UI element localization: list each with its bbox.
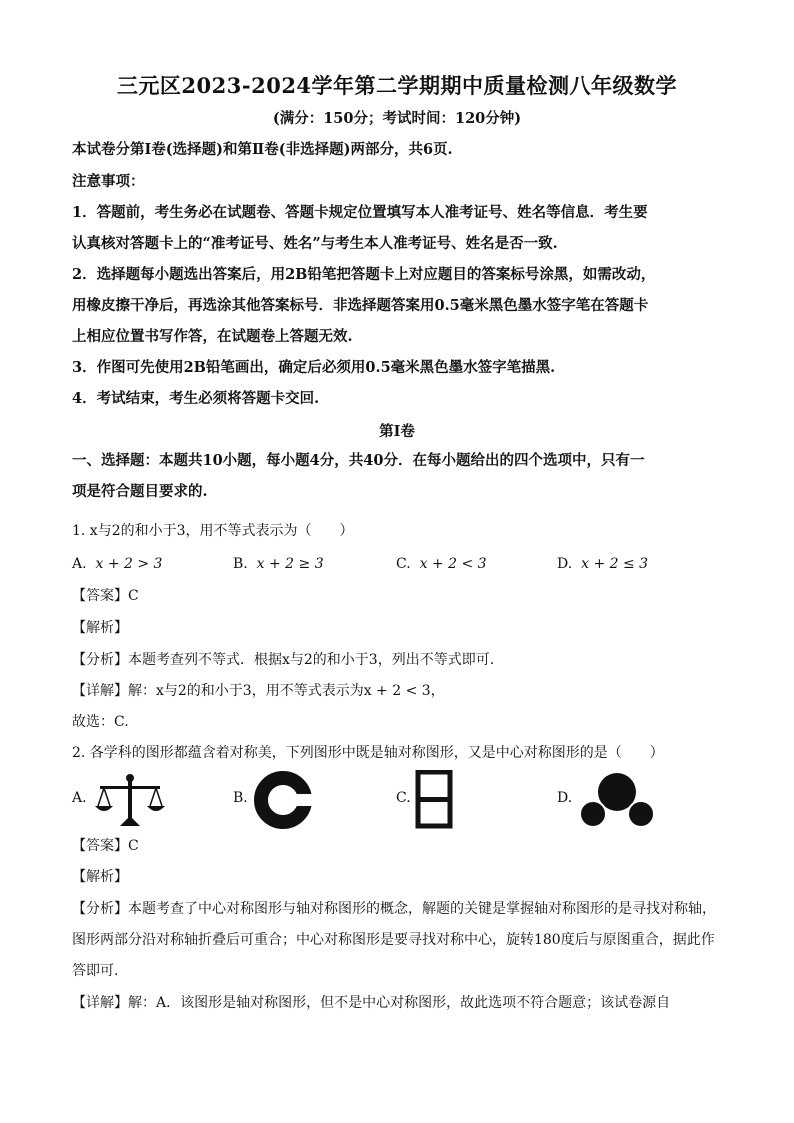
- option-label: A.: [72, 790, 87, 806]
- question-1-stem: 1. x与2的和小于3，用不等式表示为（ ）: [72, 523, 354, 539]
- q1-fenxi: 【分析】本题考查列不等式．根据x与2的和小于3，列出不等式即可.: [72, 652, 495, 668]
- option-expr: x + 2 ≥ 3: [256, 556, 324, 572]
- intro-text: 本试卷分第Ⅰ卷(选择题)和第Ⅱ卷(非选择题)两部分，共6页.: [72, 141, 453, 158]
- option-expr: x + 2 > 3: [95, 556, 163, 572]
- section-title: 第Ⅰ卷: [379, 423, 415, 440]
- notice-line: 1．答题前，考生务必在试题卷、答题卡规定位置填写本人准考证号、姓名等信息．考生要: [72, 204, 648, 221]
- notice-heading: 注意事项：: [72, 173, 145, 190]
- q2-option-a: [72, 770, 172, 830]
- c-ring-icon: [251, 770, 315, 830]
- exam-subtitle: (满分：150分；考试时间：120分钟): [272, 110, 522, 127]
- option-label: D.: [557, 790, 573, 806]
- part1-instruction: 项是符合题目要求的.: [72, 483, 208, 500]
- q1-option-d: [557, 556, 648, 572]
- q2-option-c: [396, 770, 496, 830]
- q2-answer: 【答案】C: [72, 838, 139, 854]
- q1-conclusion: 故选：C.: [72, 714, 129, 730]
- notice-line: 2．选择题每小题选出答案后，用2B铅笔把答题卡上对应题目的答案标号涂黑，如需改动，: [72, 266, 656, 283]
- q1-option-a: [72, 556, 162, 572]
- option-label: A.: [72, 556, 87, 572]
- q1-option-b: [233, 556, 324, 572]
- notice-line: 认真核对答题卡上的“准考证号、姓名”与考生本人准考证号、姓名是否一致.: [72, 235, 558, 252]
- option-label: B.: [233, 556, 248, 572]
- notice-line: 用橡皮擦干净后，再选涂其他答案标号．非选择题答案用0.5毫米黑色墨水签字笔在答题卡: [72, 297, 649, 314]
- q2-fenxi: 图形两部分沿对称轴折叠后可重合；中心对称图形是要寻找对称中心，旋转180度后与原图重合，据此作: [72, 932, 715, 948]
- q2-option-b: [233, 770, 333, 830]
- option-label: C.: [396, 790, 411, 806]
- notice-line: 4．考试结束，考生必须将答题卡交回.: [72, 390, 320, 407]
- notice-line: 3．作图可先使用2B铅笔画出，确定后必须用0.5毫米黑色墨水签字笔描黑.: [72, 359, 556, 376]
- q1-option-c: [396, 556, 487, 572]
- double-rect-icon: [414, 770, 454, 830]
- option-expr: x + 2 < 3: [419, 556, 487, 572]
- q2-analysis-label: 【解析】: [72, 869, 128, 885]
- option-label: C.: [396, 556, 411, 572]
- option-expr: x + 2 ≤ 3: [581, 556, 649, 572]
- q1-answer: 【答案】C: [72, 588, 139, 604]
- q2-fenxi: 答即可.: [72, 963, 119, 979]
- q1-xiangjie: 【详解】解：x与2的和小于3，用不等式表示为x + 2 < 3，: [72, 683, 445, 699]
- q1-analysis-label: 【解析】: [72, 620, 128, 636]
- page-title: 三元区2023-2024学年第二学期期中质量检测八年级数学: [116, 73, 678, 98]
- option-label: B.: [233, 790, 248, 806]
- q2-xiangjie: 【详解】解：A．该图形是轴对称图形，但不是中心对称图形，故此选项不符合题意；该试卷源自: [72, 995, 671, 1011]
- scales-icon: [94, 770, 166, 830]
- q2-option-d: [557, 770, 667, 830]
- notice-line: 上相应位置书写作答，在试题卷上答题无效.: [72, 328, 353, 345]
- three-circles-icon: [577, 770, 657, 830]
- option-label: D.: [557, 556, 573, 572]
- part1-instruction: 一、选择题：本题共10小题，每小题4分，共40分．在每小题给出的四个选项中，只有一: [72, 452, 645, 469]
- question-2-stem: 2. 各学科的图形都蕴含着对称美，下列图形中既是轴对称图形，又是中心对称图形的是（ ）: [72, 745, 664, 761]
- q2-fenxi: 【分析】本题考查了中心对称图形与轴对称图形的概念，解题的关键是掌握轴对称图形的是寻找对称轴，: [72, 901, 716, 917]
